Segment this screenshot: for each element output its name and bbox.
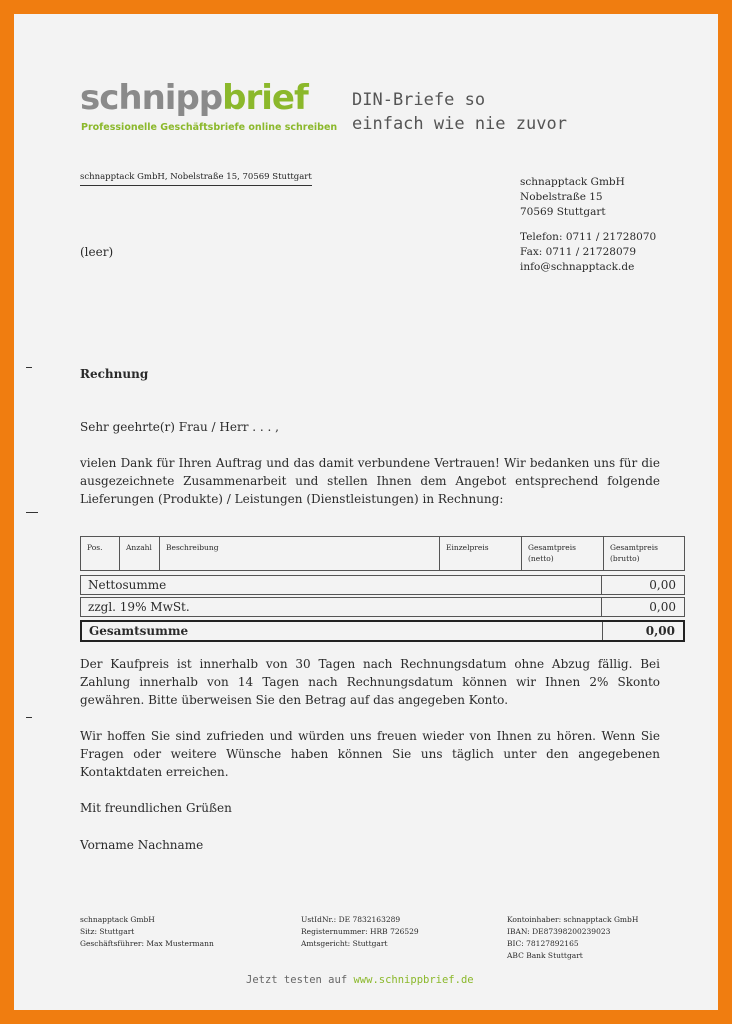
- col-einzelpreis: Einzelpreis: [439, 537, 521, 570]
- footer-line: Geschäftsführer: Max Mustermann: [80, 939, 214, 948]
- footer-registration: [301, 914, 419, 950]
- payment-terms: Der Kaufpreis ist innerhalb von 30 Tagen nach Rechnungsdatum ohne Abzug fällig. Bei Zahlung innerhalb von 14 Tagen nach Rechnungsdatum können wir Ihnen 2% Skonto gewähren. Bitte überweisen Sie den Betrag auf das angegeben Konto.: [80, 657, 660, 707]
- company-phone: Telefon: 0711 / 21728070: [520, 231, 657, 243]
- footer-line: Amtsgericht: Stuttgart: [301, 939, 388, 948]
- footer-line: BIC: 78127892165: [507, 939, 579, 948]
- fold-mark-1: [26, 367, 32, 368]
- fold-mark-2: [26, 717, 32, 718]
- letter-page: [14, 14, 718, 1010]
- total-row: [80, 620, 685, 642]
- logo-part-gray: schnipp: [80, 78, 223, 118]
- slogan-line-2: einfach wie nie zuvor: [352, 114, 567, 134]
- vat-value: 0,00: [649, 600, 676, 614]
- footer-line: ABC Bank Stuttgart: [507, 951, 583, 960]
- footer-line: Registernummer: HRB 726529: [301, 927, 419, 936]
- sum-divider: [601, 598, 602, 616]
- company-city: 70569 Stuttgart: [520, 206, 606, 218]
- cta-text: Jetzt testen auf: [246, 974, 348, 986]
- invoice-items-header: [80, 536, 685, 571]
- netto-sum-row: [80, 575, 685, 595]
- footer-company: [80, 914, 214, 950]
- footer-line: IBAN: DE87398200239023: [507, 927, 611, 936]
- vat-row: [80, 597, 685, 617]
- col-gesamt-brutto-line1: Gesamtpreis: [610, 543, 658, 552]
- slogan: [352, 88, 567, 136]
- footer-line: Sitz: Stuttgart: [80, 927, 135, 936]
- salutation: Sehr geehrte(r) Frau / Herr . . . ,: [80, 420, 279, 434]
- col-gesamt-brutto: [603, 537, 684, 570]
- netto-sum-label: Nettosumme: [88, 578, 167, 592]
- company-name: schnapptack GmbH: [520, 176, 625, 188]
- total-value: 0,00: [645, 624, 675, 638]
- sender-return-address: schnapptack GmbH, Nobelstraße 15, 70569 Stuttgart: [80, 172, 312, 186]
- col-pos: Pos.: [87, 543, 103, 552]
- brand-logo: [80, 78, 308, 118]
- company-contact: [520, 230, 656, 275]
- netto-sum-value: 0,00: [649, 578, 676, 592]
- footer-line: Kontoinhaber: schnapptack GmbH: [507, 915, 639, 924]
- col-anzahl: Anzahl: [119, 537, 159, 570]
- slogan-line-1: DIN-Briefe so: [352, 90, 486, 110]
- logo-part-green: brief: [222, 78, 308, 118]
- sum-divider: [601, 576, 602, 594]
- closing-paragraph: Wir hoffen Sie sind zufrieden und würden uns freuen wieder von Ihnen zu hören. Wenn Sie Fragen oder weitere Wünsche haben können Sie uns täglich unter den angegebenen Kontaktdaten erreichen.: [80, 729, 660, 779]
- greeting: Mit freundlichen Grüßen: [80, 801, 232, 815]
- col-gesamt-brutto-line2: (brutto): [610, 554, 640, 563]
- footer-line: schnapptack GmbH: [80, 915, 155, 924]
- col-beschreibung: Beschreibung: [159, 537, 439, 570]
- cta-banner: [246, 974, 474, 986]
- vat-label: zzgl. 19% MwSt.: [88, 600, 190, 614]
- total-label: Gesamtsumme: [89, 624, 189, 638]
- signature-name: Vorname Nachname: [80, 838, 204, 852]
- cta-link[interactable]: www.schnippbrief.de: [353, 974, 474, 986]
- hole-punch-mark: [26, 512, 38, 513]
- company-email: info@schnapptack.de: [520, 261, 635, 273]
- footer-bank: [507, 914, 638, 962]
- company-street: Nobelstraße 15: [520, 191, 603, 203]
- col-gesamt-netto: [521, 537, 603, 570]
- col-gesamt-netto-line1: Gesamtpreis: [528, 543, 576, 552]
- logo-tagline: Professionelle Geschäftsbriefe online schreiben: [81, 122, 338, 133]
- intro-paragraph: vielen Dank für Ihren Auftrag und das damit verbundene Vertrauen! Wir bedanken uns für die ausgezeichnete Zusammenarbeit und stellen Ihnen dem Angebot entsprechend folgende Lieferungen (Produkte) / Leistungen (Dienstleistungen) in Rechnung:: [80, 456, 660, 506]
- sum-divider: [602, 622, 603, 640]
- col-gesamt-netto-line2: (netto): [528, 554, 554, 563]
- company-fax: Fax: 0711 / 21728079: [520, 246, 637, 258]
- footer-line: UstIdNr.: DE 7832163289: [301, 915, 401, 924]
- company-address: [520, 175, 625, 220]
- recipient-address: (leer): [80, 245, 114, 259]
- letter-subject: Rechnung: [80, 367, 149, 381]
